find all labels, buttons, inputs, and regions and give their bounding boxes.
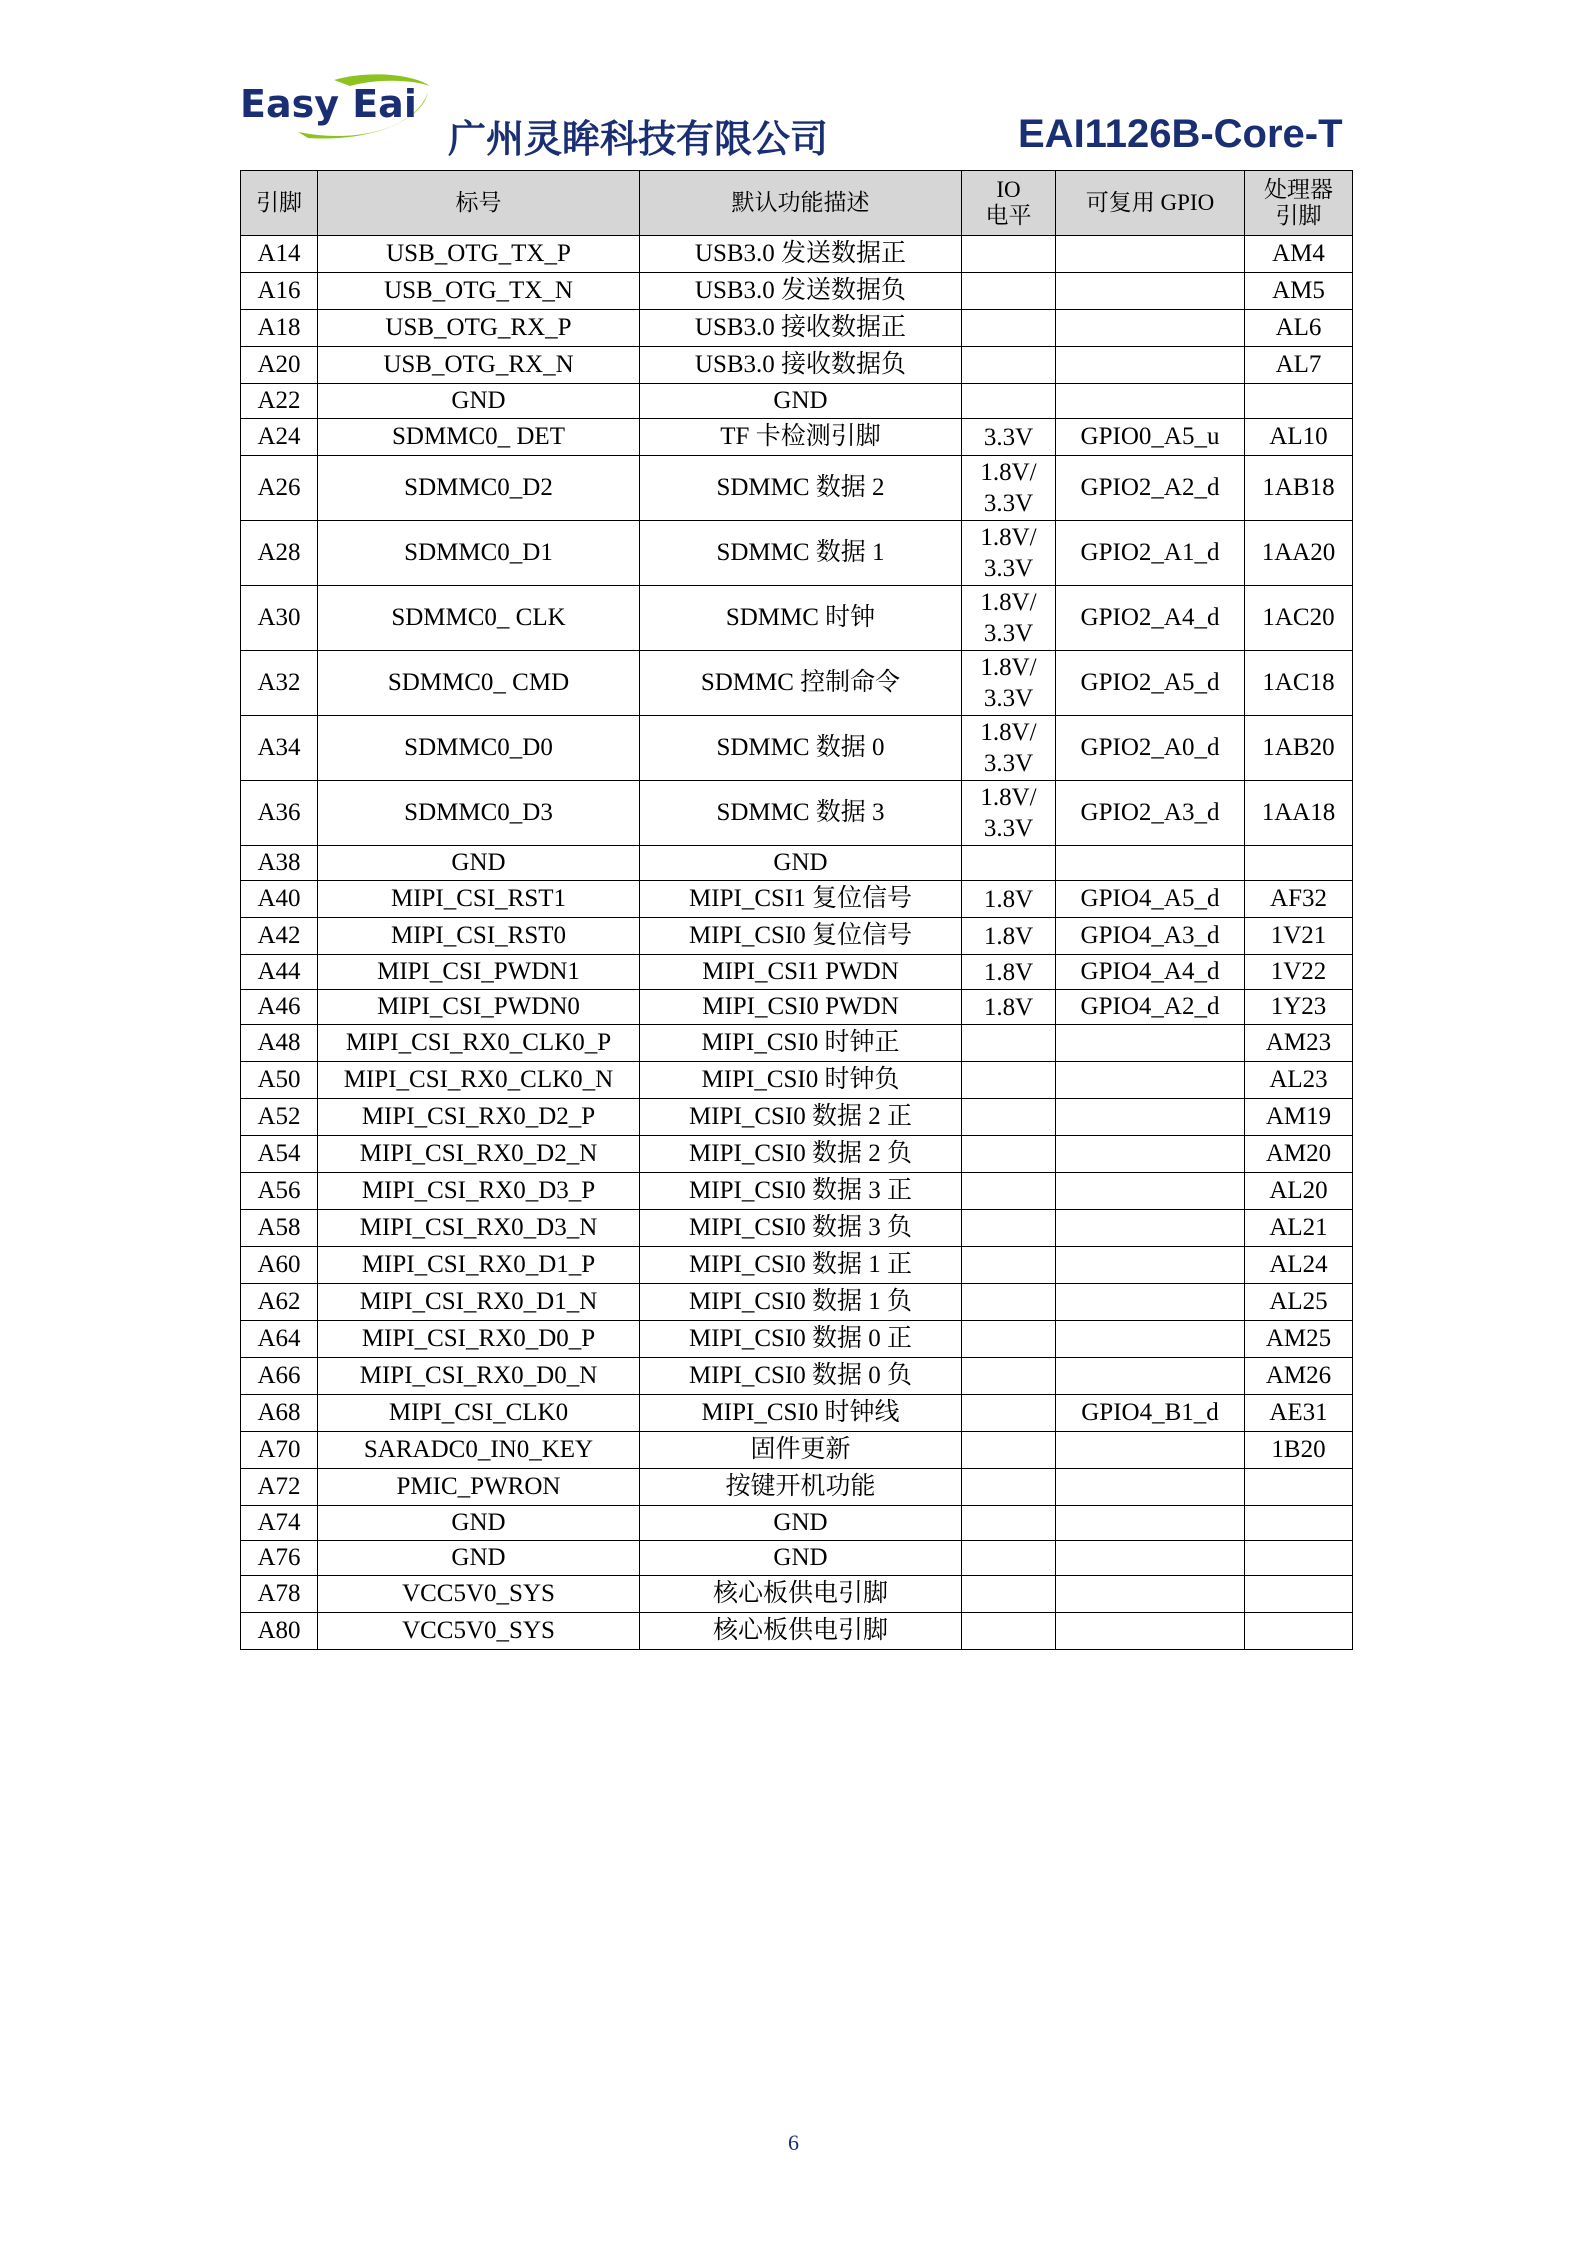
cell-io bbox=[962, 1432, 1056, 1469]
logo-text: Easy Eai bbox=[240, 82, 417, 126]
cell-desc: MIPI_CSI0 时钟负 bbox=[640, 1062, 962, 1099]
cell-desc: MIPI_CSI0 数据 0 负 bbox=[640, 1358, 962, 1395]
cell-proc: AL23 bbox=[1245, 1062, 1353, 1099]
cell-pin: A34 bbox=[241, 716, 318, 781]
cell-pin: A58 bbox=[241, 1210, 318, 1247]
cell-name: SDMMC0_D3 bbox=[318, 781, 640, 846]
cell-desc: MIPI_CSI0 时钟线 bbox=[640, 1395, 962, 1432]
cell-proc: AM26 bbox=[1245, 1358, 1353, 1395]
cell-desc: TF 卡检测引脚 bbox=[640, 419, 962, 456]
cell-proc: AL7 bbox=[1245, 347, 1353, 384]
cell-gpio bbox=[1056, 347, 1245, 384]
cell-desc: SDMMC 时钟 bbox=[640, 586, 962, 651]
cell-proc: 1AC18 bbox=[1245, 651, 1353, 716]
cell-gpio bbox=[1056, 1506, 1245, 1541]
cell-gpio bbox=[1056, 1284, 1245, 1321]
cell-pin: A72 bbox=[241, 1469, 318, 1506]
cell-pin: A78 bbox=[241, 1576, 318, 1613]
cell-gpio bbox=[1056, 1025, 1245, 1062]
cell-desc: SDMMC 数据 3 bbox=[640, 781, 962, 846]
cell-gpio: GPIO2_A0_d bbox=[1056, 716, 1245, 781]
cell-pin: A38 bbox=[241, 846, 318, 881]
cell-name: MIPI_CSI_RX0_D1_N bbox=[318, 1284, 640, 1321]
cell-name: GND bbox=[318, 1506, 640, 1541]
cell-io bbox=[962, 1469, 1056, 1506]
cell-name: MIPI_CSI_RX0_CLK0_P bbox=[318, 1025, 640, 1062]
cell-gpio: GPIO4_B1_d bbox=[1056, 1395, 1245, 1432]
cell-proc: 1Y23 bbox=[1245, 990, 1353, 1025]
cell-desc: MIPI_CSI0 数据 2 负 bbox=[640, 1136, 962, 1173]
cell-pin: A80 bbox=[241, 1613, 318, 1650]
cell-name: SDMMC0_ CLK bbox=[318, 586, 640, 651]
table-row bbox=[241, 310, 1353, 347]
cell-proc: AM25 bbox=[1245, 1321, 1353, 1358]
cell-name: SDMMC0_D2 bbox=[318, 456, 640, 521]
cell-io bbox=[962, 1210, 1056, 1247]
cell-name: USB_OTG_RX_P bbox=[318, 310, 640, 347]
cell-io bbox=[962, 347, 1056, 384]
cell-proc: AM5 bbox=[1245, 273, 1353, 310]
cell-pin: A52 bbox=[241, 1099, 318, 1136]
cell-proc: AL20 bbox=[1245, 1173, 1353, 1210]
cell-desc: SDMMC 控制命令 bbox=[640, 651, 962, 716]
cell-io: 1.8V bbox=[962, 955, 1056, 990]
cell-io: 3.3V bbox=[962, 419, 1056, 456]
cell-pin: A18 bbox=[241, 310, 318, 347]
cell-io: 1.8V/ 3.3V bbox=[962, 586, 1056, 651]
cell-pin: A60 bbox=[241, 1247, 318, 1284]
cell-proc: AM19 bbox=[1245, 1099, 1353, 1136]
cell-gpio bbox=[1056, 846, 1245, 881]
cell-io bbox=[962, 1062, 1056, 1099]
cell-pin: A54 bbox=[241, 1136, 318, 1173]
cell-desc: GND bbox=[640, 384, 962, 419]
table-row bbox=[241, 236, 1353, 273]
cell-pin: A50 bbox=[241, 1062, 318, 1099]
cell-desc: MIPI_CSI0 数据 1 正 bbox=[640, 1247, 962, 1284]
cell-gpio bbox=[1056, 310, 1245, 347]
cell-pin: A44 bbox=[241, 955, 318, 990]
cell-pin: A32 bbox=[241, 651, 318, 716]
cell-name: MIPI_CSI_RX0_D1_P bbox=[318, 1247, 640, 1284]
cell-io: 1.8V/ 3.3V bbox=[962, 781, 1056, 846]
cell-io: 1.8V bbox=[962, 990, 1056, 1025]
cell-io bbox=[962, 1541, 1056, 1576]
cell-io: 1.8V/ 3.3V bbox=[962, 716, 1056, 781]
cell-pin: A62 bbox=[241, 1284, 318, 1321]
cell-pin: A42 bbox=[241, 918, 318, 955]
table-row bbox=[241, 1358, 1353, 1395]
cell-gpio: GPIO2_A4_d bbox=[1056, 586, 1245, 651]
cell-proc: AL10 bbox=[1245, 419, 1353, 456]
cell-proc bbox=[1245, 846, 1353, 881]
cell-proc bbox=[1245, 1576, 1353, 1613]
cell-gpio: GPIO2_A3_d bbox=[1056, 781, 1245, 846]
table-row bbox=[241, 586, 1353, 651]
cell-gpio bbox=[1056, 273, 1245, 310]
table-row bbox=[241, 716, 1353, 781]
model-title: EAI1126B-Core-T bbox=[1018, 112, 1343, 156]
cell-gpio: GPIO4_A4_d bbox=[1056, 955, 1245, 990]
table-row bbox=[241, 918, 1353, 955]
cell-io bbox=[962, 236, 1056, 273]
cell-pin: A14 bbox=[241, 236, 318, 273]
cell-io bbox=[962, 1099, 1056, 1136]
cell-gpio bbox=[1056, 1613, 1245, 1650]
cell-name: MIPI_CSI_RST0 bbox=[318, 918, 640, 955]
cell-gpio: GPIO4_A2_d bbox=[1056, 990, 1245, 1025]
table-row bbox=[241, 846, 1353, 881]
cell-name: GND bbox=[318, 1541, 640, 1576]
column-header: 默认功能描述 bbox=[640, 171, 962, 236]
cell-name: MIPI_CSI_RST1 bbox=[318, 881, 640, 918]
column-header: 引脚 bbox=[241, 171, 318, 236]
cell-io bbox=[962, 1025, 1056, 1062]
cell-desc: 按键开机功能 bbox=[640, 1469, 962, 1506]
table-row bbox=[241, 1506, 1353, 1541]
cell-gpio bbox=[1056, 236, 1245, 273]
cell-proc bbox=[1245, 1469, 1353, 1506]
cell-pin: A40 bbox=[241, 881, 318, 918]
cell-desc: SDMMC 数据 2 bbox=[640, 456, 962, 521]
cell-io bbox=[962, 1173, 1056, 1210]
table-row bbox=[241, 990, 1353, 1025]
cell-pin: A36 bbox=[241, 781, 318, 846]
cell-pin: A56 bbox=[241, 1173, 318, 1210]
column-header: IO 电平 bbox=[962, 171, 1056, 236]
cell-pin: A16 bbox=[241, 273, 318, 310]
cell-desc: USB3.0 发送数据正 bbox=[640, 236, 962, 273]
cell-gpio: GPIO4_A3_d bbox=[1056, 918, 1245, 955]
cell-io bbox=[962, 1321, 1056, 1358]
cell-gpio: GPIO2_A2_d bbox=[1056, 456, 1245, 521]
cell-name: MIPI_CSI_CLK0 bbox=[318, 1395, 640, 1432]
cell-io bbox=[962, 1576, 1056, 1613]
cell-io: 1.8V bbox=[962, 918, 1056, 955]
cell-desc: USB3.0 发送数据负 bbox=[640, 273, 962, 310]
cell-gpio bbox=[1056, 1062, 1245, 1099]
cell-proc: 1AB20 bbox=[1245, 716, 1353, 781]
table-row bbox=[241, 1432, 1353, 1469]
table-row bbox=[241, 1247, 1353, 1284]
cell-proc: 1AC20 bbox=[1245, 586, 1353, 651]
cell-name: SARADC0_IN0_KEY bbox=[318, 1432, 640, 1469]
cell-desc: MIPI_CSI0 数据 1 负 bbox=[640, 1284, 962, 1321]
column-header: 标号 bbox=[318, 171, 640, 236]
cell-name: USB_OTG_TX_P bbox=[318, 236, 640, 273]
cell-io bbox=[962, 1284, 1056, 1321]
cell-proc bbox=[1245, 1506, 1353, 1541]
cell-proc: AM23 bbox=[1245, 1025, 1353, 1062]
table-row bbox=[241, 273, 1353, 310]
cell-name: MIPI_CSI_RX0_D3_P bbox=[318, 1173, 640, 1210]
cell-desc: GND bbox=[640, 846, 962, 881]
cell-name: MIPI_CSI_PWDN0 bbox=[318, 990, 640, 1025]
table-row bbox=[241, 1469, 1353, 1506]
cell-name: MIPI_CSI_PWDN1 bbox=[318, 955, 640, 990]
cell-io bbox=[962, 1613, 1056, 1650]
cell-proc bbox=[1245, 384, 1353, 419]
cell-name: MIPI_CSI_RX0_D3_N bbox=[318, 1210, 640, 1247]
cell-name: SDMMC0_ CMD bbox=[318, 651, 640, 716]
cell-name: USB_OTG_RX_N bbox=[318, 347, 640, 384]
table-row bbox=[241, 1576, 1353, 1613]
cell-io bbox=[962, 1358, 1056, 1395]
table-row bbox=[241, 1613, 1353, 1650]
cell-proc: 1V22 bbox=[1245, 955, 1353, 990]
table-row bbox=[241, 1321, 1353, 1358]
cell-name: MIPI_CSI_RX0_D0_P bbox=[318, 1321, 640, 1358]
table-row bbox=[241, 1395, 1353, 1432]
table-header-row bbox=[241, 171, 1353, 236]
cell-io: 1.8V/ 3.3V bbox=[962, 651, 1056, 716]
cell-gpio bbox=[1056, 384, 1245, 419]
cell-desc: SDMMC 数据 0 bbox=[640, 716, 962, 781]
cell-name: GND bbox=[318, 384, 640, 419]
cell-proc: 1B20 bbox=[1245, 1432, 1353, 1469]
cell-pin: A68 bbox=[241, 1395, 318, 1432]
cell-desc: MIPI_CSI0 数据 3 正 bbox=[640, 1173, 962, 1210]
cell-name: SDMMC0_D1 bbox=[318, 521, 640, 586]
cell-io bbox=[962, 846, 1056, 881]
table-row bbox=[241, 521, 1353, 586]
cell-desc: MIPI_CSI1 复位信号 bbox=[640, 881, 962, 918]
cell-desc: GND bbox=[640, 1506, 962, 1541]
cell-pin: A24 bbox=[241, 419, 318, 456]
cell-desc: MIPI_CSI0 数据 3 负 bbox=[640, 1210, 962, 1247]
cell-pin: A46 bbox=[241, 990, 318, 1025]
cell-desc: 核心板供电引脚 bbox=[640, 1613, 962, 1650]
table-row bbox=[241, 1136, 1353, 1173]
cell-desc: GND bbox=[640, 1541, 962, 1576]
company-logo bbox=[238, 72, 438, 150]
cell-name: VCC5V0_SYS bbox=[318, 1613, 640, 1650]
cell-proc: AM4 bbox=[1245, 236, 1353, 273]
table-row bbox=[241, 881, 1353, 918]
table-row bbox=[241, 1099, 1353, 1136]
table-row bbox=[241, 384, 1353, 419]
cell-gpio: GPIO2_A1_d bbox=[1056, 521, 1245, 586]
cell-desc: USB3.0 接收数据正 bbox=[640, 310, 962, 347]
cell-io bbox=[962, 310, 1056, 347]
cell-pin: A48 bbox=[241, 1025, 318, 1062]
cell-desc: MIPI_CSI0 时钟正 bbox=[640, 1025, 962, 1062]
cell-name: SDMMC0_D0 bbox=[318, 716, 640, 781]
cell-gpio bbox=[1056, 1321, 1245, 1358]
column-header: 处理器 引脚 bbox=[1245, 171, 1353, 236]
cell-gpio bbox=[1056, 1541, 1245, 1576]
cell-proc: AM20 bbox=[1245, 1136, 1353, 1173]
table-row bbox=[241, 1062, 1353, 1099]
table-row bbox=[241, 1284, 1353, 1321]
cell-pin: A28 bbox=[241, 521, 318, 586]
page-number: 6 bbox=[788, 2130, 799, 2155]
cell-proc: AL6 bbox=[1245, 310, 1353, 347]
cell-desc: SDMMC 数据 1 bbox=[640, 521, 962, 586]
cell-desc: 固件更新 bbox=[640, 1432, 962, 1469]
table-row bbox=[241, 781, 1353, 846]
cell-proc: AE31 bbox=[1245, 1395, 1353, 1432]
cell-gpio bbox=[1056, 1576, 1245, 1613]
cell-pin: A66 bbox=[241, 1358, 318, 1395]
cell-gpio: GPIO2_A5_d bbox=[1056, 651, 1245, 716]
cell-io: 1.8V bbox=[962, 881, 1056, 918]
cell-io: 1.8V/ 3.3V bbox=[962, 521, 1056, 586]
cell-proc: AF32 bbox=[1245, 881, 1353, 918]
cell-name: USB_OTG_TX_N bbox=[318, 273, 640, 310]
cell-proc: AL21 bbox=[1245, 1210, 1353, 1247]
table-row bbox=[241, 456, 1353, 521]
cell-io bbox=[962, 1506, 1056, 1541]
table-row bbox=[241, 651, 1353, 716]
pin-table bbox=[240, 170, 1353, 1650]
cell-name: GND bbox=[318, 846, 640, 881]
cell-gpio bbox=[1056, 1358, 1245, 1395]
column-header: 可复用 GPIO bbox=[1056, 171, 1245, 236]
cell-name: MIPI_CSI_RX0_CLK0_N bbox=[318, 1062, 640, 1099]
cell-io bbox=[962, 273, 1056, 310]
table-row bbox=[241, 955, 1353, 990]
cell-io bbox=[962, 384, 1056, 419]
cell-gpio bbox=[1056, 1210, 1245, 1247]
cell-proc: AL24 bbox=[1245, 1247, 1353, 1284]
company-name: 广州灵眸科技有限公司 bbox=[448, 117, 829, 161]
cell-gpio bbox=[1056, 1173, 1245, 1210]
cell-desc: MIPI_CSI0 数据 2 正 bbox=[640, 1099, 962, 1136]
table-row bbox=[241, 347, 1353, 384]
cell-proc bbox=[1245, 1613, 1353, 1650]
cell-gpio bbox=[1056, 1469, 1245, 1506]
cell-desc: MIPI_CSI0 数据 0 正 bbox=[640, 1321, 962, 1358]
cell-desc: 核心板供电引脚 bbox=[640, 1576, 962, 1613]
cell-proc: 1V21 bbox=[1245, 918, 1353, 955]
cell-name: SDMMC0_ DET bbox=[318, 419, 640, 456]
cell-gpio: GPIO0_A5_u bbox=[1056, 419, 1245, 456]
cell-proc bbox=[1245, 1541, 1353, 1576]
pin-table-body bbox=[241, 236, 1353, 1650]
cell-desc: USB3.0 接收数据负 bbox=[640, 347, 962, 384]
cell-proc: 1AA18 bbox=[1245, 781, 1353, 846]
cell-pin: A26 bbox=[241, 456, 318, 521]
cell-name: MIPI_CSI_RX0_D2_N bbox=[318, 1136, 640, 1173]
cell-io bbox=[962, 1247, 1056, 1284]
cell-name: VCC5V0_SYS bbox=[318, 1576, 640, 1613]
cell-pin: A70 bbox=[241, 1432, 318, 1469]
cell-pin: A30 bbox=[241, 586, 318, 651]
cell-desc: MIPI_CSI1 PWDN bbox=[640, 955, 962, 990]
cell-pin: A76 bbox=[241, 1541, 318, 1576]
cell-gpio bbox=[1056, 1099, 1245, 1136]
table-row bbox=[241, 419, 1353, 456]
cell-gpio bbox=[1056, 1136, 1245, 1173]
cell-pin: A64 bbox=[241, 1321, 318, 1358]
table-row bbox=[241, 1210, 1353, 1247]
cell-desc: MIPI_CSI0 PWDN bbox=[640, 990, 962, 1025]
table-row bbox=[241, 1173, 1353, 1210]
table-row bbox=[241, 1541, 1353, 1576]
cell-proc: 1AA20 bbox=[1245, 521, 1353, 586]
cell-pin: A74 bbox=[241, 1506, 318, 1541]
cell-pin: A22 bbox=[241, 384, 318, 419]
cell-gpio bbox=[1056, 1432, 1245, 1469]
cell-io: 1.8V/ 3.3V bbox=[962, 456, 1056, 521]
cell-proc: 1AB18 bbox=[1245, 456, 1353, 521]
cell-name: PMIC_PWRON bbox=[318, 1469, 640, 1506]
cell-gpio: GPIO4_A5_d bbox=[1056, 881, 1245, 918]
table-row bbox=[241, 1025, 1353, 1062]
cell-pin: A20 bbox=[241, 347, 318, 384]
cell-name: MIPI_CSI_RX0_D0_N bbox=[318, 1358, 640, 1395]
cell-name: MIPI_CSI_RX0_D2_P bbox=[318, 1099, 640, 1136]
cell-gpio bbox=[1056, 1247, 1245, 1284]
cell-io bbox=[962, 1395, 1056, 1432]
cell-proc: AL25 bbox=[1245, 1284, 1353, 1321]
cell-io bbox=[962, 1136, 1056, 1173]
cell-desc: MIPI_CSI0 复位信号 bbox=[640, 918, 962, 955]
